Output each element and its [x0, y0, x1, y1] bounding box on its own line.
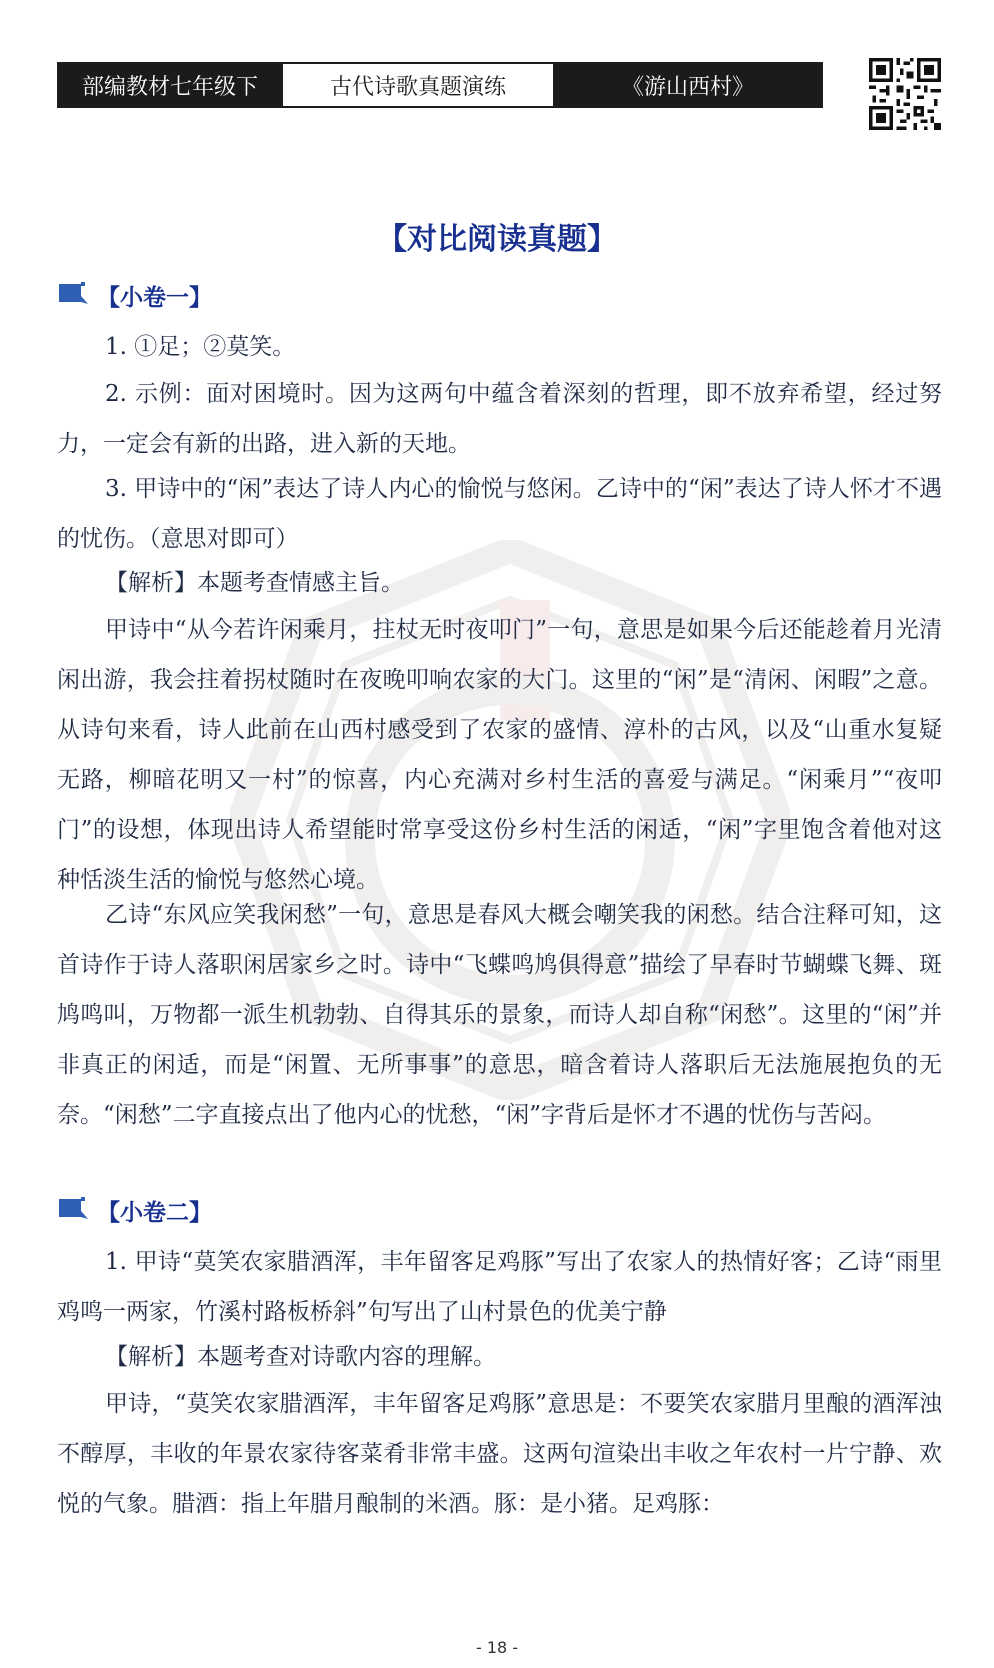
analysis-paragraph: 甲诗，“莫笑农家腊酒浑，丰年留客足鸡豚”意思是：不要笑农家腊月里酿的酒浑浊不醇厚，丰收的年景农家待客菜肴非常丰盛。这两句渲染出丰收之年农村一片宁静、欢悦的气象。腊酒：指上年腊月酿制的米酒。豚：是小猪。足鸡豚：: [57, 1391, 942, 1517]
answer-1: 1. ①足；②莫笑。: [105, 334, 296, 360]
page-title: 【对比阅读真题】: [377, 222, 617, 257]
answer-3: 3. 甲诗中的“闲”表达了诗人内心的愉悦与悠闲。乙诗中的“闲”表达了诗人怀才不遇的忧伤。（意思对即可）: [57, 476, 942, 552]
section-header-2: [57, 1193, 212, 1227]
analysis-label: 【解析】本题考查对诗歌内容的理解。: [105, 1344, 496, 1370]
bookmark-icon: [57, 1193, 91, 1227]
analysis-paragraph-1: 甲诗中“从今若许闲乘月，拄杖无时夜叩门”一句，意思是如果今后还能趁着月光清闲出游，我会拄着拐杖随时在夜晚叩响农家的大门。这里的“闲”是“清闲、闲暇”之意。从诗句来看，诗人此前在山西村感受到了农家的盛情、淳朴的古风，以及“山重水复疑无路，柳暗花明又一村”的惊喜，内心充满对乡村生活的喜爱与满足。“闲乘月”“夜叩门”的设想，体现出诗人希望能时常享受这份乡村生活的闲适，“闲”字里饱含着他对这种恬淡生活的愉悦与悠然心境。: [57, 617, 942, 893]
qr-code-icon: [869, 58, 941, 130]
analysis-label: 【解析】本题考查情感主旨。: [105, 570, 404, 596]
answer-2: 2. 示例：面对困境时。因为这两句中蕴含着深刻的哲理，即不放弃希望，经过努力，一定会有新的出路，进入新的天地。: [57, 381, 942, 457]
bookmark-icon: [57, 278, 91, 312]
section-label: 【小卷二】: [97, 1199, 212, 1226]
answer-1: 1. 甲诗“莫笑农家腊酒浑，丰年留客足鸡豚”写出了农家人的热情好客；乙诗“雨里鸡鸣一两家，竹溪村路板桥斜”句写出了山村景色的优美宁静: [57, 1249, 942, 1325]
section-label: 【小卷一】: [97, 284, 212, 311]
section-header-1: [57, 278, 212, 312]
header-bar: [57, 62, 823, 108]
header-lesson: 《游山西村》: [555, 64, 821, 106]
page-number: - 18 -: [475, 1638, 519, 1657]
header-topic: 古代诗歌真题演练: [281, 64, 555, 106]
header-grade: 部编教材七年级下: [59, 64, 281, 106]
analysis-paragraph-2: 乙诗“东风应笑我闲愁”一句，意思是春风大概会嘲笑我的闲愁。结合注释可知，这首诗作于诗人落职闲居家乡之时。诗中“飞蝶鸣鸠俱得意”描绘了早春时节蝴蝶飞舞、斑鸠鸣叫，万物都一派生机勃勃、自得其乐的景象，而诗人却自称“闲愁”。这里的“闲”并非真正的闲适，而是“闲置、无所事事”的意思，暗含着诗人落职后无法施展抱负的无奈。“闲愁”二字直接点出了他内心的忧愁，“闲”字背后是怀才不遇的忧伤与苦闷。: [57, 902, 942, 1128]
